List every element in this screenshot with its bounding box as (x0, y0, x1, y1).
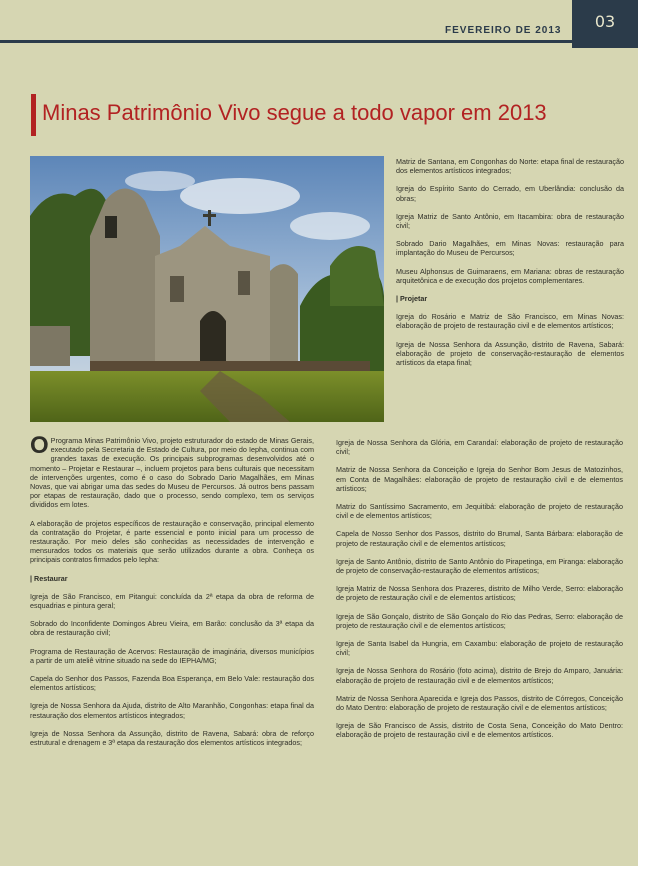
list-item: Igreja de Santo Antônio, distrito de Santo Antônio do Pirapetinga, em Piranga: elaboração de projeto de conservação-restauração de elementos artísticos; (336, 556, 623, 576)
list-item: Matriz de Santana, em Congonhas do Norte: etapa final de restauração dos elementos artísticos integrados; (396, 157, 624, 176)
page-number-box (572, 0, 638, 48)
list-item: Igreja de Nossa Senhora da Glória, em Carandaí: elaboração de projeto de restauração civil; (336, 438, 623, 457)
list-item: Museu Alphonsus de Guimaraens, em Mariana: obras de restauração arquitetônica e de execução dos projetos complementares. (396, 266, 624, 285)
list-item: Igreja de Nossa Senhora do Rosário (foto acima), distrito de Brejo do Amparo, Januária: elaboração de projeto de restauração civil e de elementos artísticos; (336, 666, 623, 685)
church-photo (30, 156, 384, 422)
list-item: Igreja de Nossa Senhora da Assunção, distrito de Ravena, Sabará: obra de reforço estrutural e drenagem e 3ª etapa da restauração dos elementos artísticos integrados; (30, 728, 314, 748)
restaurar-heading: | Restaurar (30, 573, 68, 583)
article-title: Minas Patrimônio Vivo segue a todo vapor em 2013 (42, 100, 547, 125)
list-item: Sobrado Dario Magalhães, em Minas Novas: restauração para implantação do Museu de Percursos; (396, 239, 624, 258)
list-item: Igreja do Rosário e Matriz de São Francisco, em Minas Novas: elaboração de projeto de restauração civil e de elementos artísticos; (396, 312, 624, 331)
list-item: Igreja de Nossa Senhora da Assunção, distrito de Ravena, Sabará: elaboração de projeto de conservação-restauração de elementos artísticos da etapa final; (396, 339, 624, 368)
left-column (30, 432, 314, 756)
second-paragraph: A elaboração de projetos específicos de restauração e conservação, principal elemento da contratação do Projetar, é parte essencial e ponto inicial para um processo de restauração. Por meio deles são conhecidas as necessidades de intervenção e mensurados todos os materiais que serão utilizados durante a obra. Conheça os principais contratos firmados pelo Iepha: (30, 518, 314, 565)
intro-text: Programa Minas Patrimônio Vivo, projeto estruturador do estado de Minas Gerais, executado pela Secretaria de Estado de Cultura, por meio do Iepha, continua com grandes taxas de execução. Os principais subprogramas desenvolvidos até o momento – Projetar e Restaurar –, incluem projetos para bens culturais que necessitam de intervenções urgentes, como é o caso do Sobrado Dario Magalhães, em Minas Novas, que vai abrigar uma das sedes do Museu de Percursos. Já outros bens passam por etapas de restauração, dado que o processo, sendo complexo, tem os serviços divididos em lotes. (30, 436, 314, 510)
list-item: Igreja de São Francisco de Assis, distrito de Costa Sena, Conceição do Mato Dentro: elaboração de projeto de restauração civil e de elementos artísticos. (336, 721, 623, 740)
issue-date: FEVEREIRO DE 2013 (445, 25, 562, 36)
list-item: Programa de Restauração de Acervos: Restauração de imaginária, diversos municípios a partir de um ateliê vitrine situado na sede do IEPHA/MG; (30, 646, 314, 665)
projetar-heading: | Projetar (396, 294, 428, 304)
list-item: Capela do Senhor dos Passos, Fazenda Boa Esperança, em Belo Vale: restauração dos elementos artísticos; (30, 674, 314, 693)
list-item: Sobrado do Inconfidente Domingos Abreu Vieira, em Barão: conclusão da 3ª etapa da obra de restauração civil; (30, 619, 314, 638)
church-photo-svg (30, 156, 384, 422)
list-item: Igreja de Nossa Senhora da Ajuda, distrito de Alto Maranhão, Congonhas: etapa final da restauração dos elementos artísticos integrados; (30, 701, 314, 720)
list-item: Igreja Matriz de Santo Antônio, em Itacambira: obra de restauração civil; (396, 211, 624, 231)
list-item: Igreja de São Gonçalo, distrito de São Gonçalo do Rio das Pedras, Serro: elaboração de projeto de restauração civil e de elementos artísticos; (336, 611, 623, 630)
list-item: Matriz de Nossa Senhora da Conceição e Igreja do Senhor Bom Jesus de Matozinhos, em Conta de Magalhães: elaboração de projeto de restauração civil e de elementos artísticos; (336, 465, 623, 493)
title-accent-bar (31, 94, 36, 136)
intro-paragraph (30, 432, 314, 510)
list-item: Igreja Matriz de Nossa Senhora dos Prazeres, distrito de Milho Verde, Serro: elaboração de projeto de restauração civil e de elementos artísticos; (336, 584, 623, 603)
list-item: Igreja de São Francisco, em Pitangui: concluída da 2ª etapa da obra de reforma de esquadrias e pintura geral; (30, 591, 314, 611)
header-rule (0, 40, 572, 43)
list-item: Matriz de Nossa Senhora Aparecida e Igreja dos Passos, distrito de Córregos, Conceição do Mato Dentro: elaboração de projeto de restauração civil e de elementos artísticos; (336, 693, 623, 713)
right-column (336, 438, 623, 749)
page-number: 03 (594, 12, 616, 31)
list-item: Igreja de Santa Isabel da Hungria, em Caxambu: elaboração de projeto de restauração civil; (336, 639, 623, 658)
list-item: Matriz do Santíssimo Sacramento, em Jequitibá: elaboração de projeto de restauração civil e de elementos artísticos; (336, 502, 623, 521)
dropcap: O (30, 432, 49, 459)
list-item: Capela de Nosso Senhor dos Passos, distrito do Brumal, Santa Bárbara: elaboração de projeto de restauração civil e de elementos artísticos; (336, 529, 623, 548)
list-item: Igreja do Espírito Santo do Cerrado, em Uberlândia: conclusão da obras; (396, 184, 624, 203)
right-top-column (396, 157, 624, 376)
